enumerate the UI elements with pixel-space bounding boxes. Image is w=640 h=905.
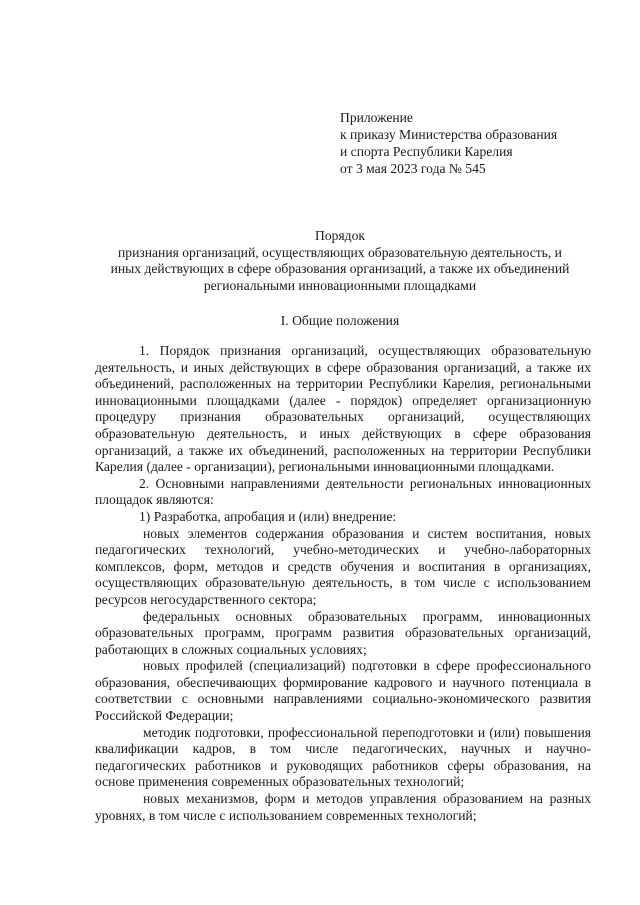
title-heading: Порядок xyxy=(315,228,365,243)
appendix-block xyxy=(340,109,620,177)
appendix-order-ref: к приказу Министерства образования xyxy=(340,127,558,142)
section-title: I. Общие положения xyxy=(280,313,400,328)
paragraph-3: 1) Разработка, апробация и (или) внедрение: xyxy=(139,508,397,524)
paragraph-5: федеральных основных образовательных программ, инновационных образовательных программ, программ развития образовательных организаций, работающих в сложных социальных условиях; xyxy=(95,608,591,657)
paragraph-1: 1. Порядок признания организаций, осуществляющих образовательную деятельность, и иных действующих в сфере образования организаций, а также их объединений, расположенных на территории Республики Карелия, региональными инновационными площадками (далее - порядок) определяет организационную процедуру признания образовательных организаций, осуществляющих образовательную деятельность, и иных действующих в сфере образования организаций, а также их объединений, расположенных на территории Республики Карелия (далее - организации), региональными инновационными площадками. xyxy=(95,343,591,475)
title-line-3: региональными инновационными площадками xyxy=(203,277,477,293)
appendix-label: Приложение xyxy=(340,110,413,125)
paragraph-7: методик подготовки, профессиональной переподготовки и (или) повышения квалификации кадров, в том числе педагогических, научных и научно-педагогических работников и руководящих работников сферы образования, на основе применения современных образовательных технологий; xyxy=(95,724,591,790)
appendix-date-number: от 3 мая 2023 года № 545 xyxy=(340,161,486,176)
document-title xyxy=(80,228,600,294)
paragraph-4: новых элементов содержания образования и систем воспитания, новых педагогических технологий, учебно-методических и учебно-лабораторных комплексов, форм, методов и средств обучения и воспитания в организациях, осуществляющих образовательную деятельность, в том числе с использованием ресурсов негосударственного сектора; xyxy=(95,525,591,607)
appendix-ministry: и спорта Республики Карелия xyxy=(340,144,513,159)
paragraph-2: 2. Основными направлениями деятельности региональных инновационных площадок являются: xyxy=(95,475,591,508)
body-text xyxy=(95,343,591,824)
paragraph-6: новых профилей (специализаций) подготовки в сфере профессионального образования, обеспечивающих формирование кадрового и научного потенциала в соответствии с основными направлениями социально-экономического развития Российской Федерации; xyxy=(95,658,591,724)
title-line-1: признания организаций, осуществляющих образовательную деятельность, и xyxy=(118,244,562,260)
paragraph-8: новых механизмов, форм и методов управления образованием на разных уровнях, в том числе с использованием современных технологий; xyxy=(95,791,591,823)
title-line-2: иных действующих в сфере образования организаций, а также их объединений xyxy=(110,261,570,276)
